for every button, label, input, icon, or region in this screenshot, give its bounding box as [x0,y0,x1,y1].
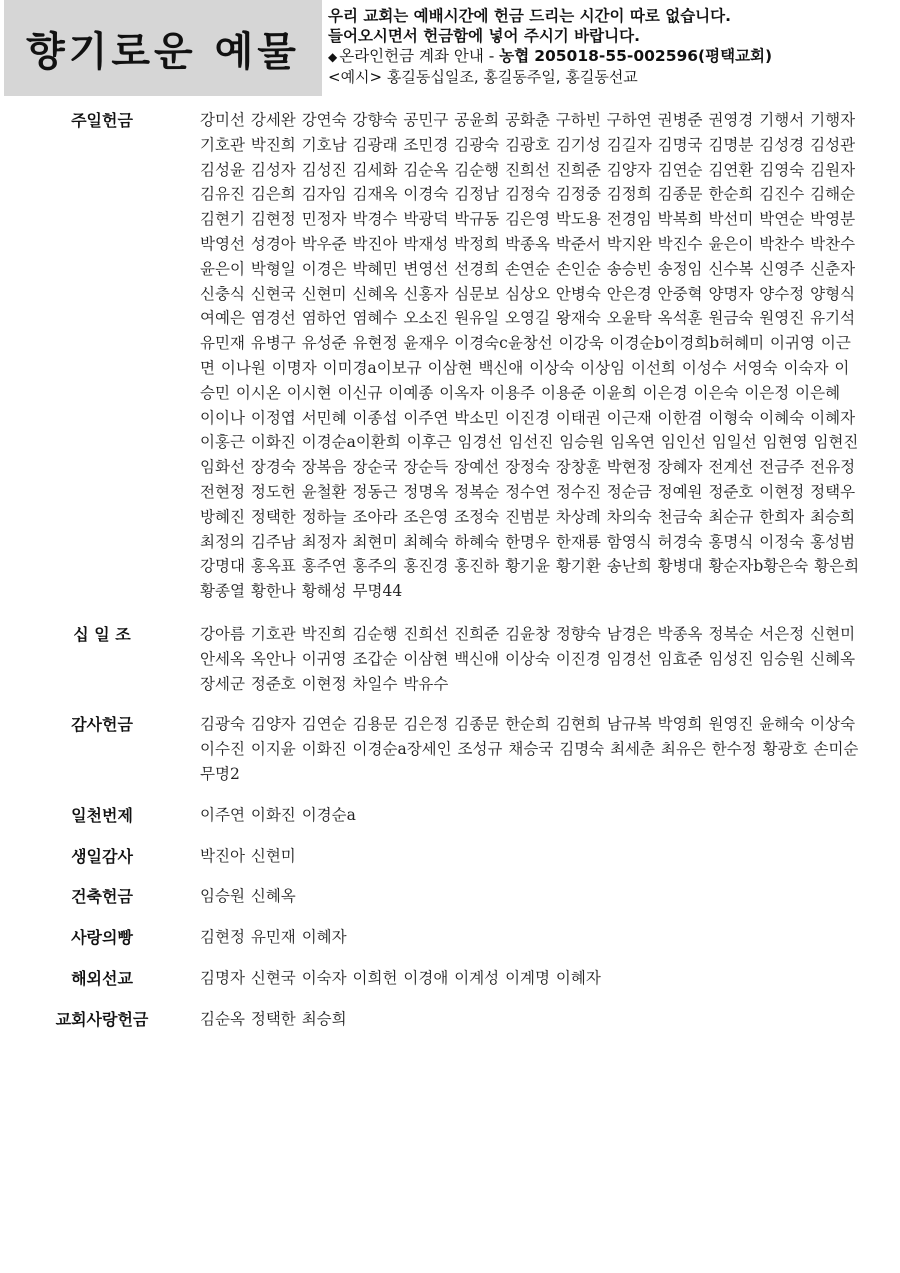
section-sunday-offering [0,108,900,604]
section-label: 사랑의빵 [71,928,133,948]
section-thanksgiving [0,712,900,786]
donor-names: 김광숙 김양자 김연순 김용문 김은정 김종문 한순희 김현희 남규복 박영희 원영진 윤해숙 이상숙 이수진 이지윤 이화진 이경순a장세인 조성규 채승국 김명숙 최세춘 최유은 한수정 황광호 손미순 무명2 [200,715,859,783]
offering-sections [0,108,900,1048]
section-thousand-offering [0,803,900,828]
section-bread-of-love [0,925,900,950]
notice-line-2: 들어오시면서 헌금함에 넣어 주시기 바랍니다. [328,27,640,45]
section-church-love-offering [0,1007,900,1032]
donor-names: 김현정 유민재 이혜자 [200,928,347,947]
notice-line-1: 우리 교회는 예배시간에 헌금 드리는 시간이 따로 없습니다. [328,7,732,25]
section-label: 해외선교 [71,968,133,988]
section-label: 주일헌금 [71,111,133,130]
account-number: 205018-55-002596(평택교회) [534,47,773,65]
section-label: 감사헌금 [71,715,133,735]
section-overseas-mission [0,966,900,991]
donor-names: 강아름 기호관 박진희 김순행 진희선 진희준 김윤창 정향숙 남경은 박종옥 정복순 서은정 신현미 안세옥 옥안나 이귀영 조갑순 이삼현 백신애 이상숙 이진경 임경선 임효준 임성진 임승원 신혜옥 장세군 정준호 이현정 차일수 박유수 [200,624,856,693]
donor-names: 이주연 이화진 이경순a [200,805,356,824]
section-label: 생일감사 [71,846,133,866]
bank-name: 농협 [499,47,530,65]
online-account-label: 온라인헌금 계좌 안내 - [339,47,500,65]
section-label: 교회사랑헌금 [55,1009,149,1029]
section-label: 일천번제 [71,805,133,825]
page-title: 향기로운 예물 [26,28,300,75]
section-tithe [0,622,900,696]
section-birthday-thanks [0,844,900,869]
online-account-line [328,46,896,67]
title-box [4,0,322,96]
donor-names: 박진아 신현미 [200,846,296,865]
donor-names: 김명자 신현국 이숙자 이희헌 이경애 이계성 이계명 이혜자 [200,968,601,987]
section-label: 건축헌금 [71,887,133,907]
donor-names: 김순옥 정택한 최승희 [200,1009,347,1028]
section-building-fund [0,884,900,909]
donor-names: 강미선 강세완 강연숙 강향숙 공민구 공윤희 공화춘 구하빈 구하연 권병준 권영경 기행서 기행자 기호관 박진희 기호남 김광래 조민경 김광숙 김광호 김기성 김길자 김명국 김명분 김성경 김성관 김성윤 김성자 김성진 김세화 김순옥 김순행 진희선 진희준 김양자 김연순 김연환 김영숙 김원자 김유진 김은희 김자임 김재옥 이경숙 김정남 김정숙 김정중 김정희 김종문 한순희 김진수 김해순 김현기 김현정 민정자 박경수 박광덕 박규동 김은영 박도용 전경임 박복희 박선미 박연순 박영분 박영선 성경아 박우준 박진아 박재성 박정희 박종옥 박준서 박지완 박진수 윤은이 박찬수 박찬수 윤은이 박형일 이경은 박혜민 변영선 선경희 손연순 손인순 송승빈 송정임 신수복 신영주 신춘자 신충식 신현국 신현미 신혜옥 신홍자 심문보 심상오 안병숙 안은경 안중혁 양명자 양수정 양형식 여예은 염경선 염하언 염혜수 오소진 원유일 오영길 왕재숙 오윤탁 옥석훈 원금숙 원영진 유기석 유민재 유병구 유성준 유현정 윤재우 이경숙c윤창선 이강욱 이경순b이경희b허혜미 이귀영 이근면 이나원 이명자 이미경a이보규 이삼현 백신애 이상숙 이상임 이선희 이성수 서영숙 이숙자 이승민 이시온 이시현 이신규 이예종 이옥자 이용주 이용준 이윤희 이은경 이은숙 이은정 이은혜 이이나 이정엽 서민혜 이종섭 이주연 박소민 이진경 이태권 이근재 이한겸 이형숙 이혜숙 이혜자 이홍근 이화진 이경순a이환희 이후근 임경선 임선진 임승원 임옥연 임인선 임일선 임현영 임현진 임화선 장경숙 장복음 장순국 장순득 장예선 장정숙 장창훈 박현정 장혜자 전계선 전금주 전유정 전현정 정도헌 윤철환 정동근 정명옥 정복순 정수연 정수진 정순금 정예원 정준호 이현정 정택우 방혜진 정택한 정하늘 조아라 조은영 조정숙 진범분 차상례 차의숙 천금숙 최순규 한희자 최승희 최정의 김주남 최정자 최현미 최혜숙 하혜숙 한명우 한재룡 함영식 허경숙 홍명식 이정숙 홍성범 강명대 홍옥표 홍주연 홍주의 홍진경 홍진하 황기윤 황기환 송난희 황병대 황순자b황은숙 황은희 황종열 황한나 황해성 무명44 [200,111,860,601]
donor-names: 임승원 신혜옥 [200,887,296,906]
notice-box [328,6,896,87]
example-line: <예시> 홍길동십일조, 홍길동주일, 홍길동선교 [328,68,638,86]
header [0,0,900,100]
diamond-bullet-icon: ◆ [328,50,338,64]
section-label: 십 일 조 [73,624,131,644]
